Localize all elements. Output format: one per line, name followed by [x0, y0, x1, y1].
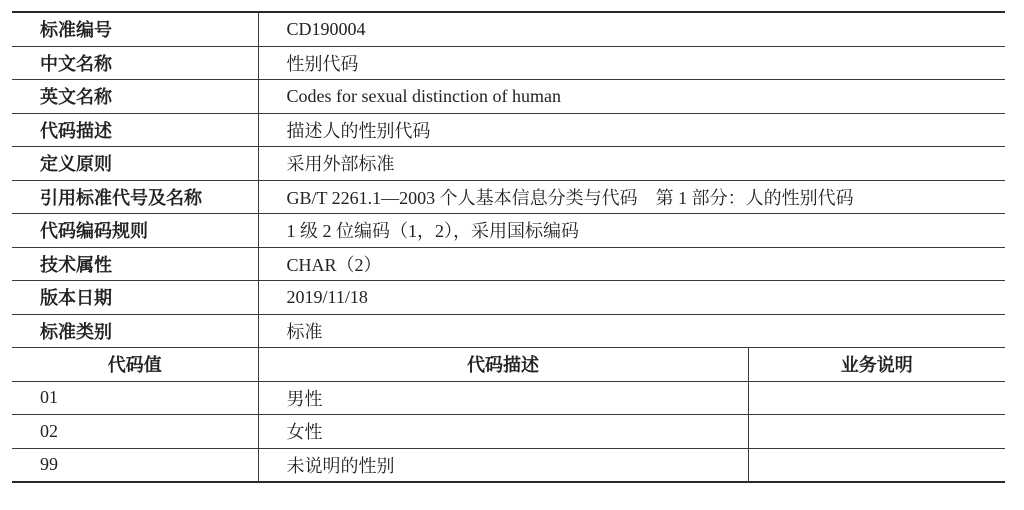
meta-row-referenced-standard — [12, 180, 1005, 214]
header-code-description: 代码描述 — [258, 348, 748, 382]
header-code-value: 代码值 — [12, 348, 258, 382]
meta-row-standard-number — [12, 12, 1005, 46]
meta-label: 定义原则 — [12, 147, 258, 181]
header-business-note: 业务说明 — [748, 348, 1005, 382]
meta-value: CD190004 — [258, 12, 1005, 46]
meta-label: 标准编号 — [12, 12, 258, 46]
meta-row-version-date — [12, 281, 1005, 315]
meta-row-technical-attribute — [12, 247, 1005, 281]
meta-row-definition-principle — [12, 147, 1005, 181]
meta-label: 英文名称 — [12, 80, 258, 114]
meta-value: GB/T 2261.1—2003 个人基本信息分类与代码 第 1 部分：人的性别代码 — [258, 180, 1005, 214]
meta-value: 2019/11/18 — [258, 281, 1005, 315]
business-note — [748, 415, 1005, 449]
meta-label: 引用标准代号及名称 — [12, 180, 258, 214]
meta-label: 标准类别 — [12, 314, 258, 348]
business-note — [748, 381, 1005, 415]
meta-row-coding-rule — [12, 214, 1005, 248]
meta-value: 描述人的性别代码 — [258, 113, 1005, 147]
meta-label: 代码编码规则 — [12, 214, 258, 248]
standard-document — [12, 11, 1005, 483]
code-table-header-row — [12, 348, 1005, 382]
table-row — [12, 448, 1005, 482]
meta-label: 代码描述 — [12, 113, 258, 147]
meta-label: 中文名称 — [12, 46, 258, 80]
business-note — [748, 448, 1005, 482]
meta-row-standard-category — [12, 314, 1005, 348]
meta-value: 性别代码 — [258, 46, 1005, 80]
meta-row-chinese-name — [12, 46, 1005, 80]
meta-value: 标准 — [258, 314, 1005, 348]
meta-value: Codes for sexual distinction of human — [258, 80, 1005, 114]
code-value: 99 — [12, 448, 258, 482]
meta-row-english-name — [12, 80, 1005, 114]
meta-label: 技术属性 — [12, 247, 258, 281]
code-description: 未说明的性别 — [258, 448, 748, 482]
meta-value: 采用外部标准 — [258, 147, 1005, 181]
table-row — [12, 415, 1005, 449]
code-description: 女性 — [258, 415, 748, 449]
meta-value: CHAR（2） — [258, 247, 1005, 281]
table-row — [12, 381, 1005, 415]
meta-label: 版本日期 — [12, 281, 258, 315]
meta-value: 1 级 2 位编码（1，2），采用国标编码 — [258, 214, 1005, 248]
code-description: 男性 — [258, 381, 748, 415]
code-value: 02 — [12, 415, 258, 449]
standard-table — [12, 11, 1005, 483]
meta-row-code-description — [12, 113, 1005, 147]
code-value: 01 — [12, 381, 258, 415]
